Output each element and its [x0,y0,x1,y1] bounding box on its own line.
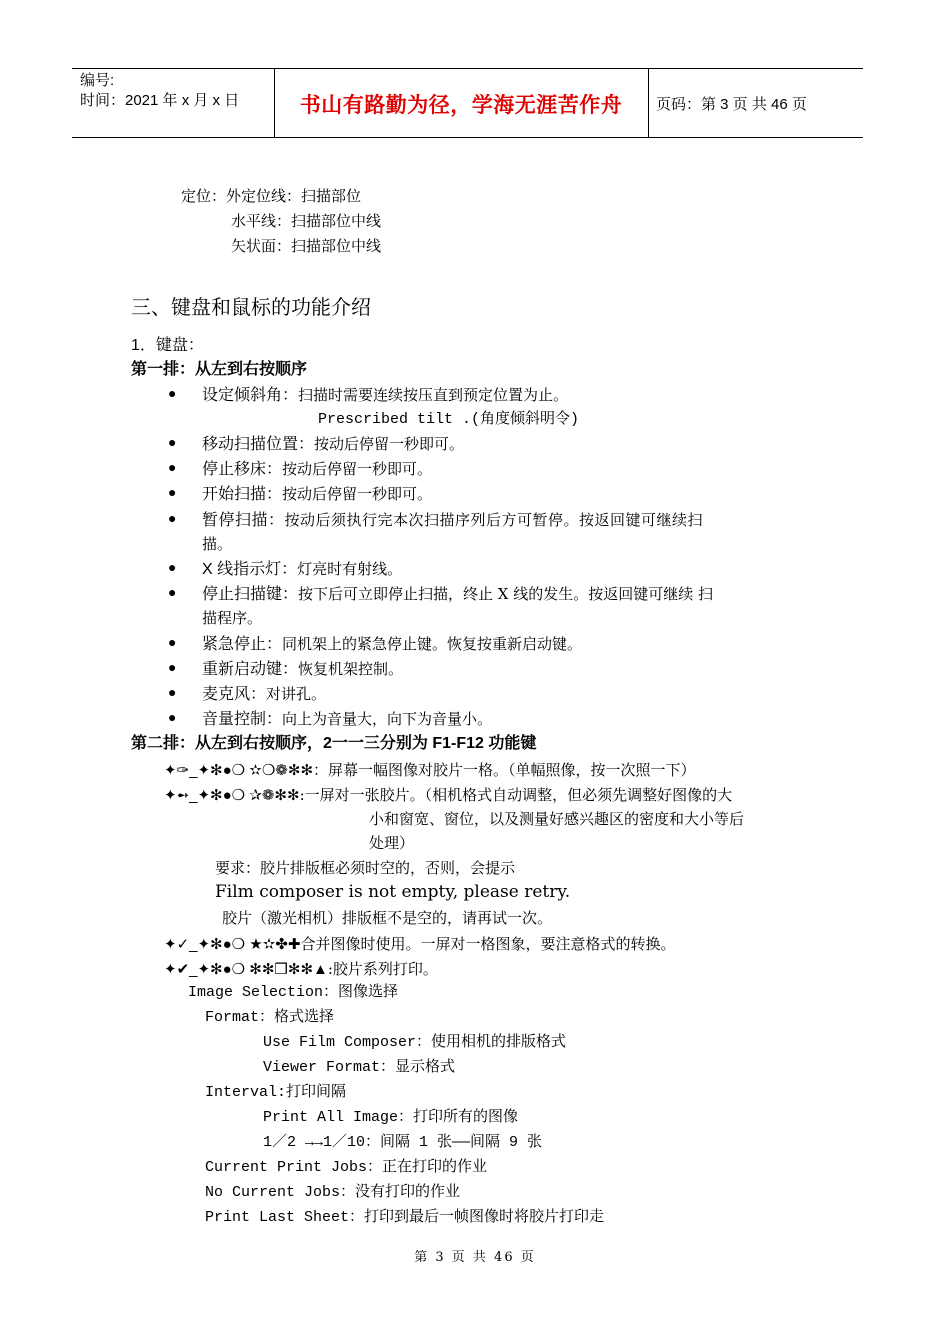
footer-page-number: 第 3 页 共 46 页 [414,1250,536,1265]
menu-format: Format：格式选择 [205,1009,335,1026]
key-desc: 按动后须执行完本次扫描序列后方可暂停。按返回键可继续扫 [284,511,704,529]
page-header [72,68,863,138]
fkey-desc-cont: 小和窗宽、窗位，以及测量好感兴趣区的密度和大小等后 [369,810,745,828]
positioning-line-1: 定位：外定位线：扫描部位 [181,187,362,205]
bullet-dot: ● [168,711,177,726]
doc-number-label: 编号: [80,72,115,89]
page-footer [0,1246,950,1265]
key-name: 暂停扫描： [202,512,285,529]
fkey-desc: 合并图像时使用。一屏对一格图象，要注意格式的转换。 [300,935,676,953]
fkey-1 [164,760,696,781]
positioning-line-3: 矢状面：扫描部位中线 [231,237,382,255]
key-name: 音量控制： [202,711,283,728]
list-item [202,434,464,455]
menu-no-current-jobs: No Current Jobs：没有打印的作业 [205,1184,461,1201]
key-desc: 恢复机架控制。 [298,660,404,678]
key-name: 移动扫描位置： [202,436,315,453]
fkey-4 [164,959,438,980]
list-item [202,385,568,406]
menu-viewer-format: Viewer Format：显示格式 [263,1059,456,1076]
key-desc: 扫描时需要连续按压直到预定位置为止。 [298,386,569,404]
key-name: 开始扫描： [202,486,283,503]
key-name: 设定倾斜角： [202,387,299,404]
list-item [202,634,582,655]
menu-print-last-sheet: Print Last Sheet：打印到最后一帧图像时将胶片打印走 [205,1209,605,1226]
bullet-dot: ● [168,436,177,451]
key-desc-cont: 描。 [202,535,233,553]
key-desc: 按下后可立即停止扫描，终止 X 线的发生。按返回键可继续 扫 [298,585,714,603]
key-desc: 按动后停留一秒即可。 [282,460,433,478]
menu-use-film-composer: Use Film Composer：使用相机的排版格式 [263,1034,567,1051]
list-item [202,484,432,505]
header-meta [80,71,274,111]
bullet-dot: ● [168,636,177,651]
key-desc: 按动后停留一秒即可。 [314,435,465,453]
key-desc: 灯亮时有射线。 [297,560,403,578]
key-name: X 线指示灯： [202,561,298,578]
positioning-line-2: 水平线：扫描部位中线 [231,212,382,230]
requirement-chinese: 胶片（激光相机）排版框不是空的，请再试一次。 [222,909,553,927]
bullet-dot: ● [168,561,177,576]
requirement-english: Film composer is not empty, please retry. [215,882,571,902]
list-item [202,659,403,680]
menu-current-jobs: Current Print Jobs：正在打印的作业 [205,1159,488,1176]
fkey-symbol: ✦✔_✦✻●❍ ✻✻❒✻✻▲ [164,961,328,978]
fkey-desc-cont: 处理） [369,834,415,852]
key-name: 紧急停止： [202,636,283,653]
fkey-symbol: ✦✑_✦✻●❍ ✫❍❁✻✻ [164,762,314,779]
fkey-symbol: ✦✓_✦✻●❍ ★✫✤✚ [164,936,301,953]
key-name: 麦克风： [202,686,267,703]
row1-title: 第一排：从左到右按顺序 [131,361,308,378]
keyboard-heading: 1．键盘： [131,337,204,354]
list-item [202,459,432,480]
fkey-desc: :一屏对一张胶片。（相机格式自动调整，但必须先调整好图像的大 [299,786,733,804]
fkey-symbol: ✦➻_✦✻●❍ ✰❁✻✻ [164,787,300,804]
list-item [202,584,713,605]
key-desc-cont: 描程序。 [202,609,263,627]
fkey-desc: ：屏幕一幅图像对胶片一格。（单幅照像，按一次照一下） [313,761,696,779]
key-desc: 同机架上的紧急停止键。恢复按重新启动键。 [282,635,583,653]
bullet-dot: ● [168,586,177,601]
bullet-dot: ● [168,512,177,527]
list-item [202,684,326,705]
menu-interval: Interval:打印间隔 [205,1084,347,1101]
list-item [202,510,703,531]
key-desc: 对讲孔。 [266,685,327,703]
requirement-text: 要求：胶片排版框必须时空的，否则，会提示 [215,859,516,877]
menu-image-selection: Image Selection：图像选择 [188,984,399,1001]
section-title: 三、键盘和鼠标的功能介绍 [131,297,371,319]
fkey-3 [164,934,675,955]
row2-title: 第二排：从左到右按顺序，2一一三分别为 F1-F12 功能键 [131,735,537,752]
bullet-dot: ● [168,486,177,501]
fkey-2 [164,785,732,806]
key-name: 停止移床： [202,461,283,478]
list-item [202,709,492,730]
key-name: 重新启动键： [202,661,299,678]
bullet-dot: ● [168,661,177,676]
key-desc: 向上为音量大，向下为音量小。 [282,710,493,728]
bullet-dot: ● [168,387,177,402]
fkey-desc: :胶片系列打印。 [327,960,438,978]
key-desc: 按动后停留一秒即可。 [282,485,433,503]
menu-print-all: Print All Image：打印所有的图像 [263,1109,519,1126]
header-divider-right [648,69,649,137]
bullet-dot: ● [168,686,177,701]
list-item [202,559,402,580]
header-slogan: 书山有路勤为径，学海无涯苦作舟 [299,94,623,117]
bullet-dot: ● [168,461,177,476]
header-page-code: 页码：第 3 页 共 46 页 [656,96,807,113]
doc-time: 时间：2021 年 x 月 x 日 [80,92,240,109]
key-name: 停止扫描键： [202,586,299,603]
tilt-note: Prescribed tilt .(角度倾斜明令) [318,411,580,428]
menu-interval-range: 1／2 →→1／10：间隔 1 张——间隔 9 张 [263,1134,543,1151]
